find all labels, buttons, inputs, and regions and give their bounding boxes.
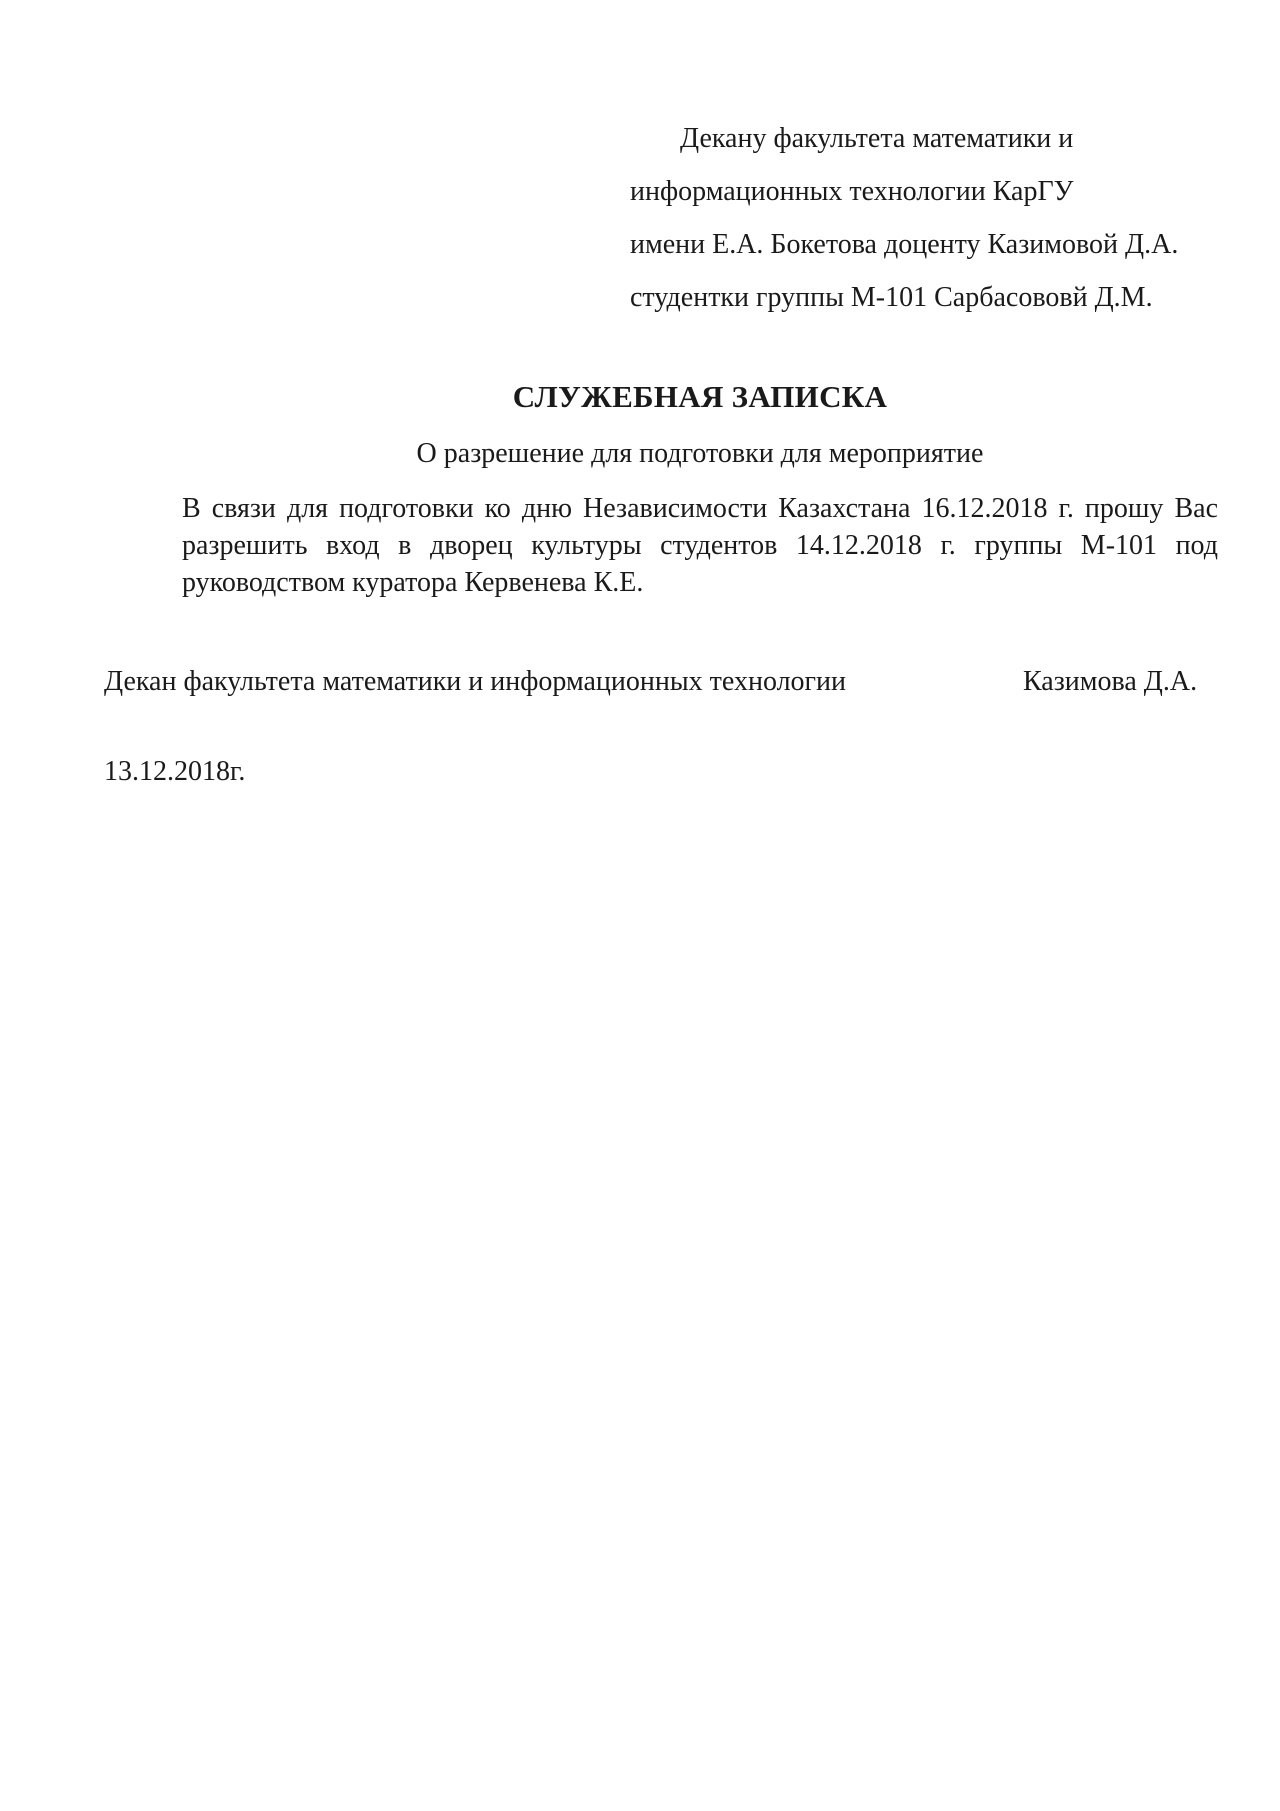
memo-body: В связи для подготовки ко дню Независимости Казахстана 16.12.2018 г. прошу Вас разрешить вход в дворец культуры студентов 14.12.2018 г. группы М-101 под руководством куратора Кервенева К.Е. — [182, 493, 1218, 598]
document-title: СЛУЖЕБНАЯ ЗАПИСКА — [512, 379, 888, 414]
document-date: 13.12.2018г. — [104, 756, 246, 787]
addressee-line: имени Е.А. Бокетова доценту Казимовой Д.А. — [630, 229, 1179, 260]
signature-name: Казимова Д.А. — [1023, 666, 1198, 697]
addressee-line: информационных технологии КарГУ — [630, 176, 1074, 207]
signature-block — [104, 663, 1220, 700]
addressee-block — [630, 118, 1230, 330]
document-subtitle: О разрешение для подготовки для мероприятие — [416, 438, 984, 469]
signature-position: Декан факультета математики и информационных технологии — [104, 666, 846, 697]
addressee-line: Декану факультета математики и — [680, 123, 1074, 154]
addressee-line: студентки группы М-101 Сарбасововй Д.М. — [630, 282, 1153, 313]
